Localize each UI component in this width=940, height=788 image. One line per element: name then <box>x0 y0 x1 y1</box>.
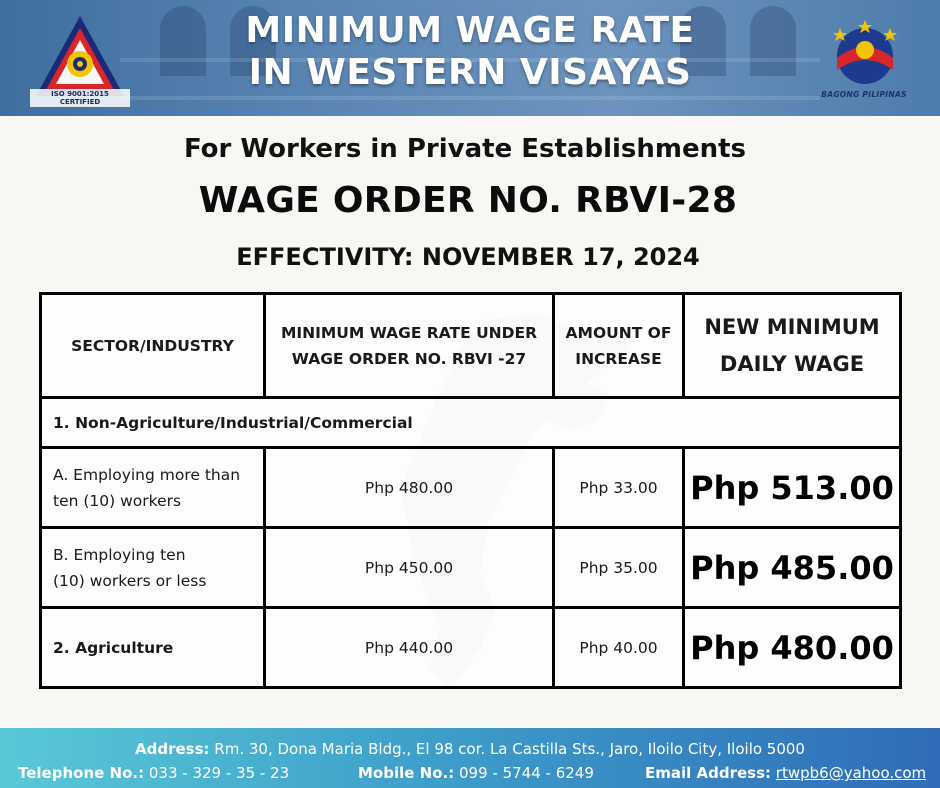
mobile-label: Mobile No.: <box>358 764 455 782</box>
header-new-wage-line2: DAILY WAGE <box>719 351 865 376</box>
header-banner <box>0 0 940 116</box>
header-old-rate <box>266 295 552 396</box>
row-a-label-line1: A. Employing more than <box>53 465 241 484</box>
title-line-2: IN WESTERN VISAYAS <box>248 52 692 93</box>
row-agriculture-label-text: 2. Agriculture <box>53 638 174 657</box>
dole-logo <box>34 14 126 100</box>
table-divider <box>682 446 685 686</box>
table-divider <box>552 446 555 686</box>
title-line-1: MINIMUM WAGE RATE <box>245 10 695 51</box>
header-old-rate-line1: MINIMUM WAGE RATE UNDER <box>280 323 538 342</box>
header-increase <box>555 295 682 396</box>
row-a-label <box>42 449 263 526</box>
table-divider <box>682 295 685 396</box>
address-label: Address: <box>135 740 210 758</box>
table-divider <box>42 606 899 609</box>
row-b-label <box>42 529 263 606</box>
email-link[interactable]: rtwpb6@yahoo.com <box>775 764 927 782</box>
page-title <box>0 10 940 94</box>
table-divider <box>42 526 899 529</box>
footer-telephone <box>18 764 289 782</box>
row-b-old-rate: Php 450.00 <box>266 529 552 606</box>
row-b-label-line2: (10) workers or less <box>53 571 207 590</box>
table-divider <box>552 295 555 396</box>
effectivity-date: EFFECTIVITY: NOVEMBER 17, 2024 <box>236 243 700 271</box>
header-old-rate-line2: WAGE ORDER NO. RBVI -27 <box>291 349 527 368</box>
subtitle: For Workers in Private Establishments <box>183 134 747 164</box>
table-divider <box>263 446 266 686</box>
table-divider <box>263 295 266 396</box>
row-agriculture-new-wage: Php 480.00 <box>685 609 899 686</box>
building-cornice <box>120 96 820 100</box>
header-new-wage-line1: NEW MINIMUM <box>704 314 880 339</box>
address-value: Rm. 30, Dona Maria Bldg., El 98 cor. La Castilla Sts., Jaro, Iloilo City, Iloilo 5000 <box>209 740 805 758</box>
row-a-increase: Php 33.00 <box>555 449 682 526</box>
section-non-agriculture-label: 1. Non-Agriculture/Industrial/Commercial <box>53 413 413 432</box>
row-b-increase: Php 35.00 <box>555 529 682 606</box>
bagong-pilipinas-text: BAGONG PILIPINAS <box>821 90 907 99</box>
table-divider <box>42 446 899 449</box>
row-a-new-wage: Php 513.00 <box>685 449 899 526</box>
footer-address <box>0 740 940 758</box>
header-increase-line2: INCREASE <box>575 349 662 368</box>
footer-email <box>645 764 926 782</box>
row-b-new-wage: Php 485.00 <box>685 529 899 606</box>
header-sector <box>42 295 263 396</box>
row-agriculture-old-rate: Php 440.00 <box>266 609 552 686</box>
footer-contact-bar <box>0 728 940 788</box>
row-a-old-rate: Php 480.00 <box>266 449 552 526</box>
header-sector-label: SECTOR/INDUSTRY <box>71 336 234 355</box>
row-b-label-line1: B. Employing ten <box>53 545 186 564</box>
wage-table <box>39 292 902 689</box>
telephone-label: Telephone No.: <box>18 764 145 782</box>
row-agriculture-increase: Php 40.00 <box>555 609 682 686</box>
mobile-value: 099 - 5744 - 6249 <box>454 764 594 782</box>
wage-order-title: WAGE ORDER NO. RBVI-28 <box>198 180 738 221</box>
iso-certification-text: ISO 9001:2015 CERTIFIED <box>30 89 130 107</box>
table-divider <box>42 396 899 399</box>
email-label: Email Address: <box>645 764 772 782</box>
section-non-agriculture <box>42 399 899 446</box>
header-new-wage <box>685 295 899 396</box>
bagong-pilipinas-logo <box>826 20 904 86</box>
telephone-value: 033 - 329 - 35 - 23 <box>144 764 290 782</box>
header-increase-line1: AMOUNT OF <box>565 323 672 342</box>
row-agriculture-label <box>42 609 263 686</box>
row-a-label-line2: ten (10) workers <box>53 491 182 510</box>
footer-mobile <box>358 764 594 782</box>
